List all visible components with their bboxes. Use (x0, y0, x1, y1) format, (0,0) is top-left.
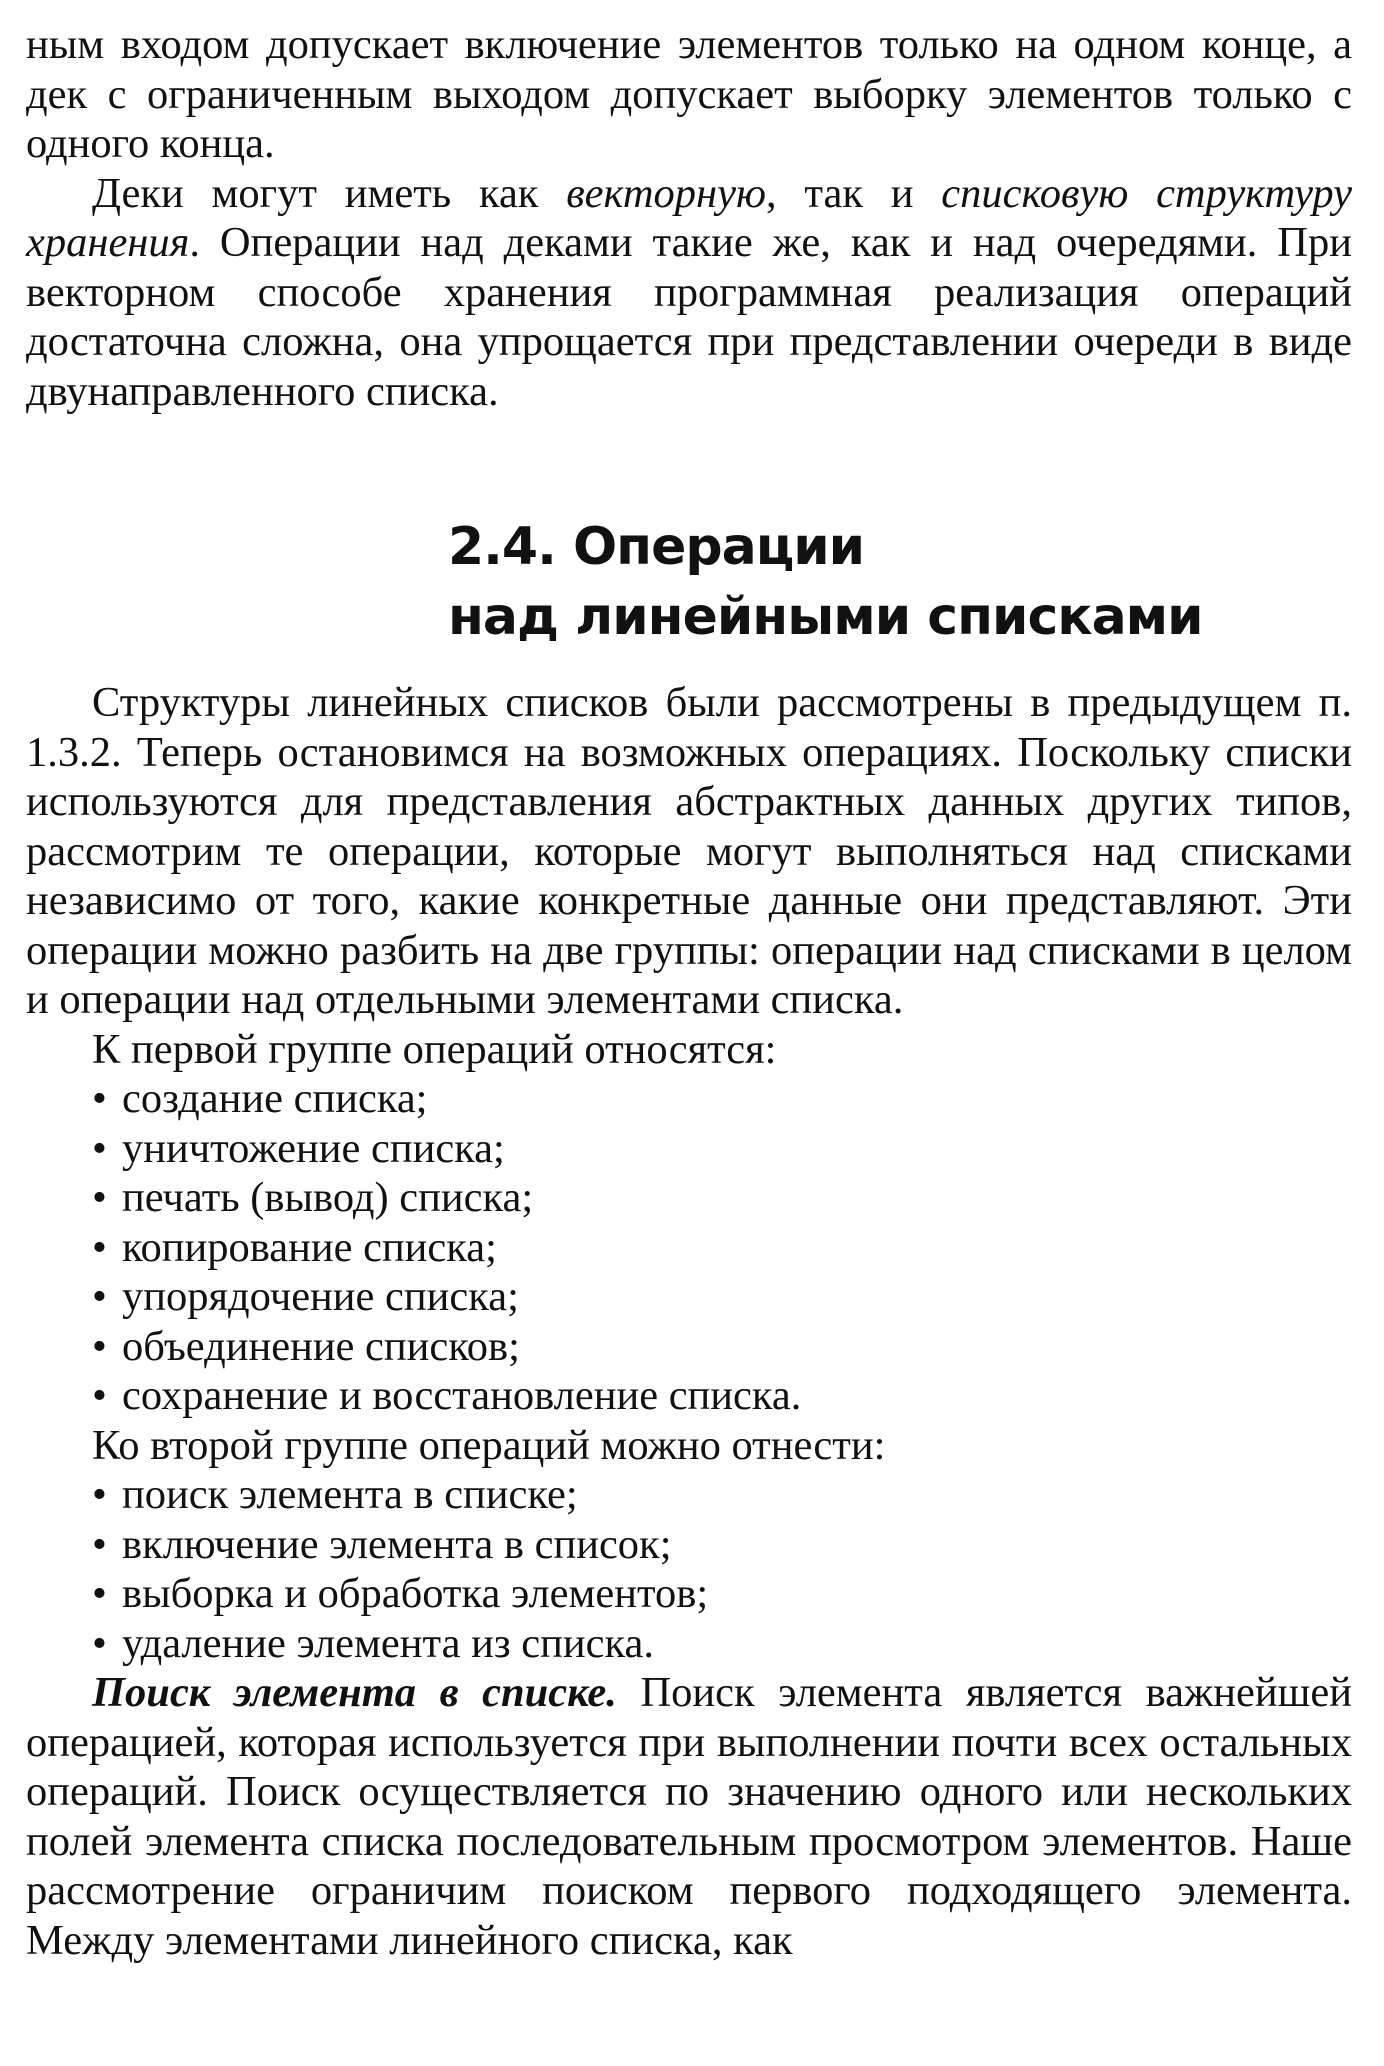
list-item-text: создание списка; (122, 1075, 428, 1122)
list-item (92, 1173, 1352, 1223)
group1-intro: К первой группе операций относятся: (92, 1025, 777, 1073)
list-item-text: копирование списка; (122, 1223, 497, 1271)
list-item (92, 1272, 1352, 1322)
bullet-icon: • (92, 1223, 107, 1271)
paragraph-search (26, 1668, 1352, 1965)
run-in-heading-search: Поиск элемента в списке. (92, 1669, 617, 1716)
paragraph-list-structures: Структуры линейных списков были рассмотрены в предыдущем п. 1.3.2. Теперь остановимся на возможных операциях. Поскольку списки используются для представления абстрактных данных других типов, рассмотрим те операции, которые могут выполняться над списками независимо от того, какие конкретные данные они представляют. Эти операции можно разбить на две группы: операции над списками в целом и операции над отдельными элементами списка. (26, 679, 1352, 1023)
section-heading-line-1: 2.4. Операции (448, 517, 865, 577)
bullet-icon: • (92, 1372, 107, 1419)
list-item (92, 1223, 1352, 1273)
list-item-text: объединение списков; (122, 1322, 520, 1370)
bullet-icon: • (92, 1322, 107, 1370)
section-heading-line-2: над линейными списками (448, 587, 1203, 647)
section-heading (26, 512, 1352, 652)
list-item (92, 1371, 1352, 1421)
list-item-text: сохранение и восстановление списка. (122, 1372, 802, 1419)
group2-intro: Ко второй группе операций можно отнести: (92, 1421, 886, 1469)
text-run: , так и (765, 169, 942, 217)
paragraph-deque-storage (26, 169, 1352, 417)
italic-term-vector: векторную (566, 169, 766, 217)
bullet-icon: • (92, 1273, 107, 1320)
list-item-text: удаление элемента из списка. (122, 1619, 654, 1667)
bullet-icon: • (92, 1520, 107, 1568)
list-item (92, 1619, 1352, 1669)
list-item-text: включение элемента в список; (122, 1520, 672, 1568)
text-run: . Операции над деками такие же, как и над очередями. При векторном способе хранения программная реализация операций достаточна сложна, она упрощается при представлении очереди в виде двунаправленного списка. (26, 219, 1352, 415)
bullet-icon: • (92, 1570, 107, 1617)
list-item-text: печать (вывод) списка; (122, 1174, 534, 1221)
list-item (92, 1470, 1352, 1520)
list-item (92, 1322, 1352, 1372)
list-item-text: поиск элемента в списке; (122, 1471, 578, 1518)
bullet-icon: • (92, 1124, 107, 1172)
list-item (92, 1124, 1352, 1174)
list-item (92, 1569, 1352, 1619)
bullet-icon: • (92, 1619, 107, 1667)
list-item (92, 1520, 1352, 1570)
bullet-icon: • (92, 1174, 107, 1221)
paragraph-deque-end: ным входом допускает включение элементов только на одном конце, а дек с ограниченным выходом допускает выборку элементов только с одного конца. (26, 21, 1352, 167)
bullet-icon: • (92, 1075, 107, 1122)
text-run: Поиск элемента является важнейшей операцией, которая используется при выполнении почти всех остальных операций. Поиск осуществляется по значению одного или нескольких полей элемента списка последовательным просмотром элементов. Наше рассмотрение ограничим поиском первого подходящего элемента. Между элементами линейного списка, как (26, 1669, 1352, 1964)
list-item-text: упорядочение списка; (122, 1273, 519, 1320)
group2-list (26, 1470, 1352, 1668)
bullet-icon: • (92, 1471, 107, 1518)
list-item-text: выборка и обработка элементов; (122, 1570, 709, 1617)
list-item (92, 1074, 1352, 1124)
text-run: Деки могут иметь как (92, 169, 567, 217)
book-page (26, 20, 1352, 1965)
italic-term-list-storage: списковую структуру хранения (26, 169, 1352, 266)
list-item-text: уничтожение списка; (122, 1124, 505, 1172)
group1-list (26, 1074, 1352, 1421)
